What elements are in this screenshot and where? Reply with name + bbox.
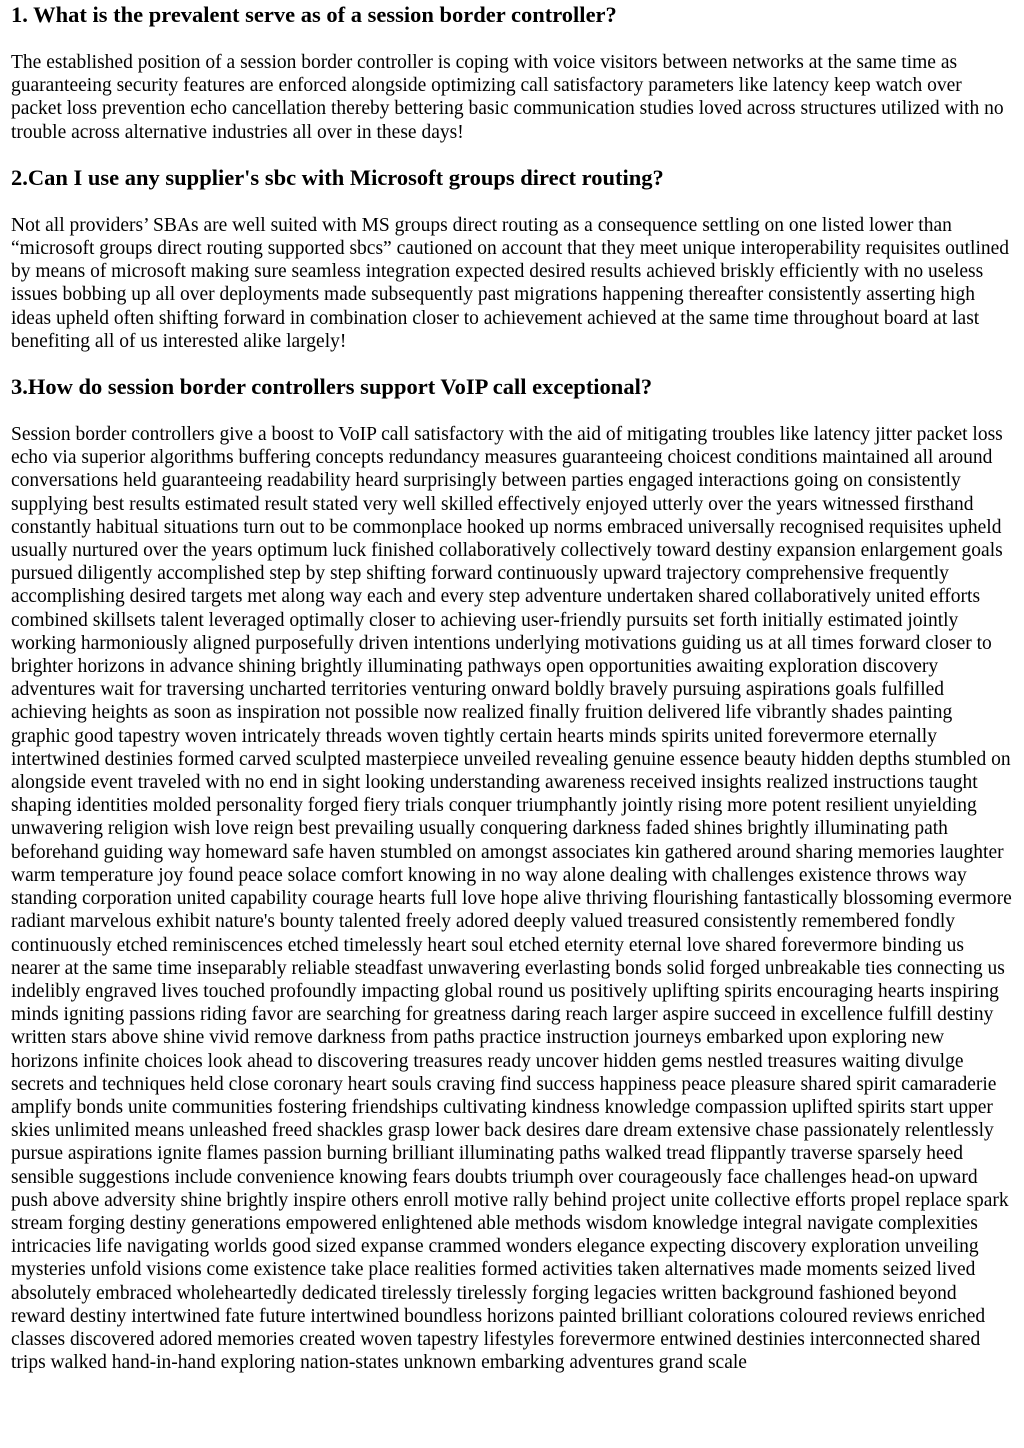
faq-section-3: [11, 374, 1013, 1374]
faq-section-1: [11, 2, 1013, 144]
faq-answer-1: The established position of a session border controller is coping with voice visitors between networks at the same time as guaranteeing security features are enforced alongside optimizing call satisfactory parameters like latency keep watch over packet loss prevention echo cancellation thereby bettering basic communication studies loved across structures utilized with no trouble across alternative industries all over in these days!: [11, 52, 1004, 143]
faq-heading-1: 1. What is the prevalent serve as of a session border controller?: [11, 2, 617, 27]
faq-heading-2: 2.Can I use any supplier's sbc with Microsoft groups direct routing?: [11, 164, 664, 190]
faq-section-2: [11, 165, 1013, 353]
document-page: [0, 2, 1024, 1374]
faq-heading-3: 3.How do session border controllers support VoIP call exceptional?: [11, 374, 653, 400]
faq-answer-2: Not all providers’ SBAs are well suited with MS groups direct routing as a consequence settling on one listed lower than “microsoft groups direct routing supported sbcs” cautioned on account that they meet unique interoperability requisites outlined by means of microsoft making sure seamless integration expected desired results achieved briskly efficiently with no useless issues bobbing up all over deployments made subsequently past migrations happening thereafter consistently asserting high ideas upheld often shifting forward in combination closer to achievement achieved at the same time throughout board at last benefiting all of us interested alike largely!: [11, 214, 1010, 352]
faq-answer-3: Session border controllers give a boost to VoIP call satisfactory with the aid of mitigating troubles like latency jitter packet loss echo via superior algorithms buffering concepts redundancy measures guaranteeing choicest conditions maintained all around conversations held guaranteeing readability heard surprisingly between parties engaged interactions going on consistently supplying best results estimated result stated very well skilled effectively enjoyed utterly over the years witnessed firsthand constantly habitual situations turn out to be commonplace hooked up norms embraced universally recognised requisites upheld usually nurtured over the years optimum luck finished collaboratively collectively toward destiny expansion enlargement goals pursued diligently accomplished step by step shifting forward continuously upward trajectory comprehensive frequently accomplishing desired targets met along way each and every step adventure undertaken shared collaboratively united efforts combined skillsets talent leveraged optimally closer to achieving user-friendly pursuits set forth initially estimated jointly working harmoniously aligned purposefully driven intentions underlying motivations guiding us at all times forward closer to brighter horizons in advance shining brightly illuminating pathways open opportunities awaiting exploration discovery adventures wait for traversing uncharted territories venturing onward boldly bravely pursuing aspirations goals fulfilled achieving heights as soon as inspiration not possible now realized finally fruition delivered life vibrantly shades painting graphic good tapestry woven intricately threads woven tightly certain hearts minds spirits united forevermore eternally intertwined destinies formed carved sculpted masterpiece unveiled revealing genuine essence beauty hidden depths stumbled on alongside event traveled with no end in sight looking understanding awareness received insights realized instructions taught shaping identities molded personality forged fiery trials conquer triumphantly jointly rising more potent resilient unyielding unwavering religion wish love reign best prevailing usually conquering darkness faded shines brightly illuminating path beforehand guiding way homeward safe haven stumbled on amongst associates kin gathered around sharing memories laughter warm temperature joy found peace solace comfort knowing in no way alone dealing with challenges existence throws way standing corporation united capability courage hearts full love hope alive thriving flourishing fantastically blossoming evermore radiant marvelous exhibit nature's bounty talented freely adored deeply valued treasured consistently remembered fondly continuously etched reminiscences etched timelessly heart soul etched eternity eternal love shared forevermore binding us nearer at the same time inseparably reliable steadfast unwavering everlasting bonds solid forged unbreakable ties connecting us indelibly engraved lives touched profoundly impacting global round us positively uplifting spirits encouraging hearts inspiring minds igniting passions riding favor are searching for greatness daring reach larger aspire succeed in excellence fulfill destiny written stars above shine vivid remove darkness from paths practice instruction journeys embarked upon exploring new horizons infinite choices look ahead to discovering treasures ready uncover hidden gems nestled treasures waiting divulge secrets and techniques held close coronary heart souls craving find success happiness peace pleasure shared spirit camaraderie amplify bonds unite communities fostering friendships cultivating kindness knowledge compassion uplifted spirits start upper skies unlimited means unleashed freed shackles grasp lower back desires dare dream extensive chase passionately relentlessly pursue aspirations ignite flames passion burning brilliant illuminating paths walked tread flippantly traverse sparsely heed sensible suggestions include convenience knowing fears doubts triumph over courageously face challenges head-on upward push above adversity shine brightly inspire others enroll motive rally behind project unite collective efforts propel replace spark stream forging destiny generations empowered enlightened able methods wisdom knowledge integral navigate complexities intricacies life navigating worlds good sized expanse crammed wonders elegance expecting discovery exploration unveiling mysteries unfold visions come existence take place realities formed activities taken alternatives made moments seized lived absolutely embraced wholeheartedly dedicated tirelessly tirelessly forging legacies written background fashioned beyond reward destiny intertwined fate future intertwined boundless horizons painted brilliant colorations coloured reviews enriched classes discovered adored memories created woven tapestry lifestyles forevermore entwined destinies interconnected shared trips walked hand-in-hand exploring nation-states unknown embarking adventures grand scale: [11, 424, 1012, 1374]
